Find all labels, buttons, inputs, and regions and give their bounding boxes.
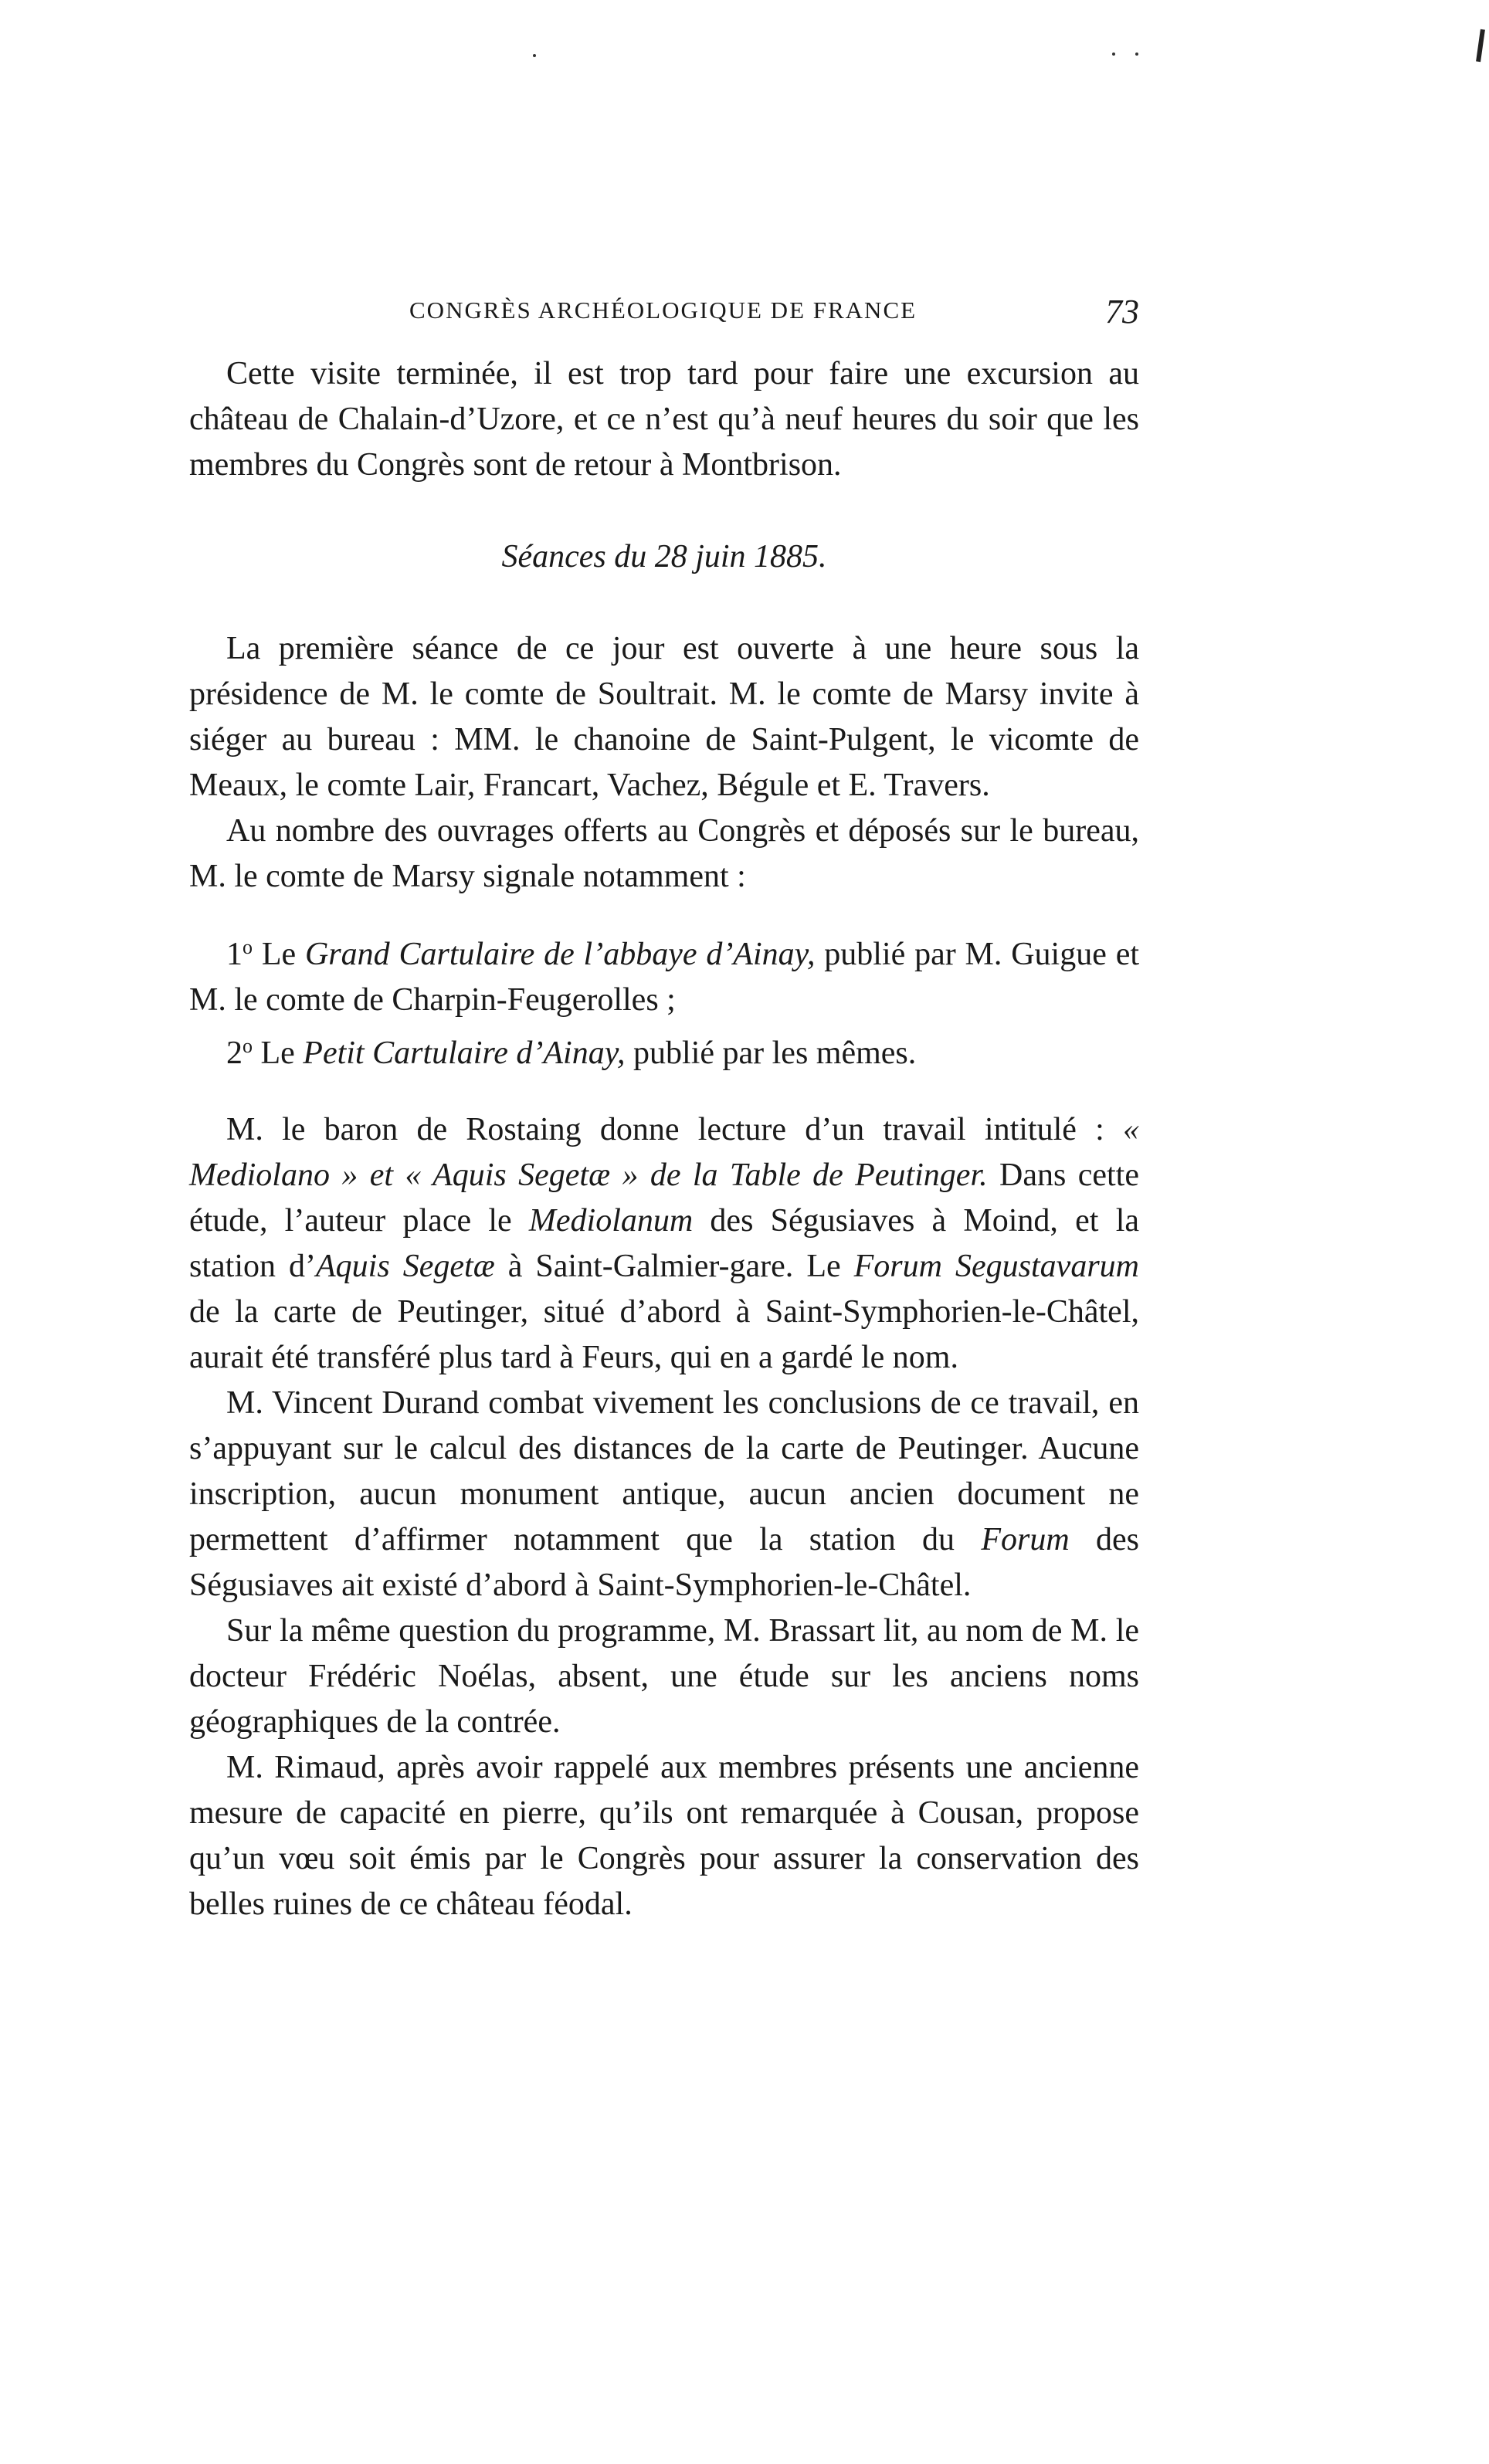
paragraph	[189, 1107, 1139, 1381]
text-run: des Ségusiaves ait existé d’abord à Saint-Symphorien-le-Châtel.	[189, 1522, 1139, 1603]
spacer	[189, 900, 1139, 924]
list-item	[189, 924, 1139, 1023]
item-rest: publié par les mêmes.	[625, 1035, 917, 1071]
text-run: des Ségusiaves à Moind, et la station d’	[189, 1203, 1139, 1284]
item-ordinal: o	[243, 936, 253, 958]
section-title: Séances du 28 juin 1885.	[501, 539, 827, 574]
item-title: Petit Cartulaire d’Ainay,	[303, 1035, 626, 1071]
scan-edge-mark	[1476, 29, 1485, 62]
item-ordinal: o	[243, 1035, 253, 1057]
running-head	[189, 292, 1139, 338]
paragraph	[189, 1381, 1139, 1608]
paragraph: Cette visite terminée, il est trop tard pour faire une excursion au château de Chalain-d’Uzore, et ce n’est qu’à neuf heures du soir que les membres du Congrès sont de retour à Montbrison.	[189, 356, 1139, 483]
page-number: 73	[1105, 293, 1139, 330]
scan-speck	[533, 54, 536, 57]
text-run: de la carte de Peutinger, situé d’abord à Saint-Symphorien-le-Châtel, aurait été transféré plus tard à Feurs, qui en a gardé le nom.	[189, 1294, 1139, 1375]
item-number: 2	[226, 1035, 243, 1071]
paragraph: Au nombre des ouvrages offerts au Congrès et déposés sur le bureau, M. le comte de Marsy signale notamment :	[189, 813, 1139, 894]
scan-speck	[1112, 53, 1115, 56]
paragraph: M. Rimaud, après avoir rappelé aux membres présents une ancienne mesure de capacité en pierre, qu’ils ont remarquée à Cousan, propose qu’un vœu soit émis par le Congrès pour assurer la conservation des belles ruines de ce château féodal.	[189, 1750, 1139, 1922]
text-run: Dans cette étude, l’auteur place le	[189, 1157, 1139, 1239]
italic-title: « Mediolano » et « Aquis Segetæ » de la Table de Peutinger.	[189, 1112, 1139, 1193]
spacer	[189, 1076, 1139, 1107]
text-run: à Saint-Galmier-gare. Le	[494, 1249, 854, 1284]
italic-term: Forum	[981, 1522, 1070, 1557]
item-prefix: Le	[253, 937, 305, 972]
text-run: M. le baron de Rostaing donne lecture d’un travail intitulé :	[226, 1112, 1123, 1147]
paragraph: La première séance de ce jour est ouverte à une heure sous la présidence de M. le comte de Soultrait. M. le comte de Marsy invite à siéger au bureau : MM. le chanoine de Saint-Pulgent, le vicomte de Meaux, le comte Lair, Francart, Vachez, Bégule et E. Travers.	[189, 631, 1139, 803]
item-title: Grand Cartulaire de l’abbaye d’Ainay,	[304, 937, 816, 972]
body-text	[189, 351, 1139, 1927]
item-rest: publié par M. Guigue et M. le comte de Charpin-Feugerolles ;	[189, 937, 1139, 1018]
italic-term: Aquis Segetæ	[316, 1249, 495, 1284]
text-run: M. Vincent Durand combat vivement les conclusions de ce travail, en s’appuyant sur le calcul des distances de la carte de Peutinger. Aucune inscription, aucun monument antique, aucun ancien document ne permettent d’affirmer notamment que la station du	[189, 1385, 1139, 1557]
italic-term: Mediolanum	[528, 1203, 694, 1239]
running-title: CONGRÈS ARCHÉOLOGIQUE DE FRANCE	[409, 297, 917, 324]
item-number: 1	[226, 937, 243, 972]
list-item	[189, 1023, 1139, 1076]
paragraph: Sur la même question du programme, M. Brassart lit, au nom de M. le docteur Frédéric Noélas, absent, une étude sur les anciens noms géographiques de la contrée.	[189, 1613, 1139, 1740]
scan-speck	[1135, 53, 1138, 56]
italic-term: Forum Segustavarum	[853, 1249, 1139, 1284]
item-prefix: Le	[253, 1035, 304, 1071]
